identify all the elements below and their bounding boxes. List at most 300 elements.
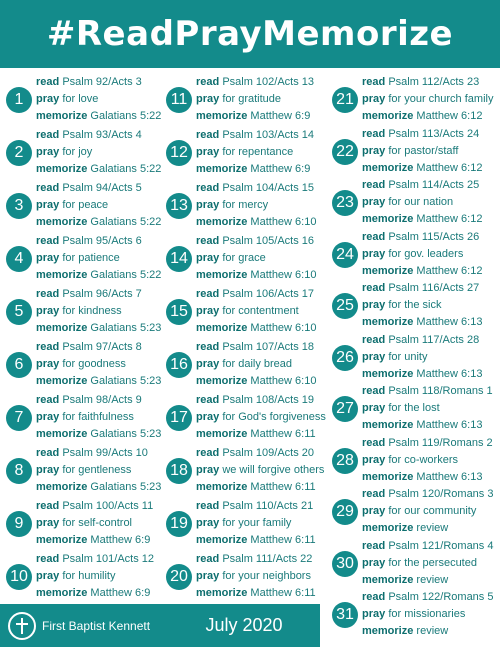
pray-label: pray <box>362 196 386 208</box>
day-details <box>196 498 316 549</box>
read-line <box>196 445 324 462</box>
read-label: read <box>36 447 60 459</box>
pray-line <box>362 194 482 211</box>
pray-value: for repentance <box>222 146 294 158</box>
memorize-value: Matthew 6:13 <box>416 470 483 483</box>
read-line <box>362 126 482 143</box>
pray-value: for gentleness <box>62 464 132 476</box>
memorize-value: Galatians 5:22 <box>90 163 162 175</box>
read-line <box>36 286 161 303</box>
read-value: Psalm 112/Acts 23 <box>388 76 480 88</box>
day-number-badge: 8 <box>6 458 32 484</box>
day-details <box>362 486 493 537</box>
memorize-value: Matthew 6:10 <box>250 269 317 281</box>
memorize-value: Matthew 6:10 <box>250 375 317 387</box>
read-label: read <box>362 539 386 552</box>
memorize-label: memorize <box>196 163 248 175</box>
pray-label: pray <box>196 464 220 476</box>
day-number-badge: 20 <box>166 564 192 590</box>
day-details <box>36 74 161 125</box>
memorize-label: memorize <box>36 587 88 599</box>
memorize-line <box>36 585 154 602</box>
pray-label: pray <box>196 517 220 529</box>
memorize-line <box>362 417 493 434</box>
read-line <box>36 74 161 91</box>
read-value: Psalm 102/Acts 13 <box>222 76 315 88</box>
day-details <box>362 280 482 331</box>
read-label: read <box>196 553 220 565</box>
pray-line <box>362 452 493 469</box>
memorize-value: Matthew 6:9 <box>250 110 311 122</box>
read-value: Psalm 95/Acts 6 <box>62 235 142 247</box>
read-line <box>362 383 493 400</box>
read-label: read <box>362 76 386 88</box>
read-label: read <box>362 179 386 191</box>
day-number-badge: 13 <box>166 193 192 219</box>
memorize-value: Galatians 5:23 <box>90 375 162 387</box>
read-line <box>196 392 326 409</box>
memorize-line <box>36 108 161 125</box>
read-line <box>362 538 493 555</box>
memorize-line <box>36 479 161 496</box>
day-details <box>196 286 316 337</box>
memorize-label: memorize <box>362 316 414 328</box>
page-header <box>0 0 500 68</box>
read-label: read <box>36 500 60 512</box>
pray-label: pray <box>362 93 386 105</box>
read-line <box>36 339 161 356</box>
pray-label: pray <box>36 358 60 370</box>
day-details <box>362 589 493 640</box>
pray-value: for joy <box>62 146 93 158</box>
read-label: read <box>36 394 60 406</box>
read-value: Psalm 97/Acts 8 <box>62 341 142 353</box>
read-label: read <box>196 341 220 353</box>
pray-label: pray <box>196 199 220 211</box>
pray-line <box>196 462 324 479</box>
read-line <box>36 127 161 144</box>
day-details <box>36 445 161 496</box>
pray-value: for grace <box>222 252 266 264</box>
pray-value: for daily bread <box>222 358 293 370</box>
day-details <box>362 229 482 280</box>
pray-value: we will forgive others <box>222 464 325 476</box>
memorize-label: memorize <box>196 110 248 122</box>
pray-line <box>196 356 316 373</box>
pray-line <box>362 246 482 263</box>
day-number-badge: 6 <box>6 352 32 378</box>
day-number-badge: 22 <box>332 139 358 165</box>
day-number-badge: 21 <box>332 87 358 113</box>
read-value: Psalm 104/Acts 15 <box>222 182 315 194</box>
memorize-value: review <box>416 522 449 534</box>
memorize-label: memorize <box>36 534 88 546</box>
read-value: Psalm 111/Acts 22 <box>222 553 313 565</box>
pray-line <box>36 462 161 479</box>
memorize-value: Matthew 6:12 <box>416 161 483 174</box>
memorize-label: memorize <box>196 322 248 334</box>
pray-line <box>362 349 482 366</box>
pray-line <box>196 303 316 320</box>
read-line <box>196 127 314 144</box>
pray-line <box>36 409 161 426</box>
read-value: Psalm 113/Acts 24 <box>388 127 480 140</box>
pray-label: pray <box>362 144 386 157</box>
read-line <box>362 74 493 91</box>
memorize-value: Matthew 6:9 <box>250 163 311 175</box>
memorize-line <box>196 373 316 390</box>
read-label: read <box>196 129 220 141</box>
read-value: Psalm 96/Acts 7 <box>62 288 142 300</box>
pray-line <box>362 297 482 314</box>
pray-value: for peace <box>62 199 109 211</box>
memorize-line <box>362 520 493 537</box>
pray-value: for co-workers <box>388 453 458 466</box>
pray-value: for God's forgiveness <box>222 411 326 423</box>
memorize-label: memorize <box>196 375 248 387</box>
pray-label: pray <box>362 402 386 414</box>
memorize-label: memorize <box>362 419 414 431</box>
read-value: Psalm 115/Acts 26 <box>388 230 480 243</box>
read-label: read <box>196 288 220 300</box>
pray-value: for contentment <box>222 305 299 317</box>
read-label: read <box>36 76 60 88</box>
day-number-badge: 15 <box>166 299 192 325</box>
day-details <box>36 339 161 390</box>
read-label: read <box>36 553 60 565</box>
memorize-label: memorize <box>362 470 414 483</box>
memorize-label: memorize <box>362 213 414 225</box>
memorize-value: Matthew 6:13 <box>416 316 483 328</box>
day-number-badge: 29 <box>332 499 358 525</box>
read-value: Psalm 121/Romans 4 <box>388 539 494 552</box>
pray-label: pray <box>196 305 220 317</box>
church-name: First Baptist Kennett <box>42 618 151 633</box>
pray-line <box>362 91 493 108</box>
memorize-line <box>362 314 482 331</box>
memorize-line <box>196 161 314 178</box>
memorize-value: Matthew 6:11 <box>250 534 316 546</box>
memorize-value: Galatians 5:22 <box>90 269 162 281</box>
day-details <box>36 233 161 284</box>
memorize-label: memorize <box>36 110 88 122</box>
day-details <box>196 445 324 496</box>
read-label: read <box>36 288 60 300</box>
pray-line <box>36 515 153 532</box>
day-details <box>362 177 482 228</box>
pray-line <box>36 303 161 320</box>
memorize-value: Matthew 6:11 <box>250 428 316 440</box>
day-number-badge: 12 <box>166 140 192 166</box>
read-value: Psalm 114/Acts 25 <box>388 179 480 191</box>
pray-value: for goodness <box>62 358 126 370</box>
pray-label: pray <box>196 411 220 423</box>
day-details <box>36 180 161 231</box>
memorize-line <box>36 426 161 443</box>
day-details <box>362 332 482 383</box>
pray-label: pray <box>362 556 386 569</box>
memorize-line <box>196 426 326 443</box>
read-label: read <box>196 76 220 88</box>
day-details <box>36 498 153 549</box>
memorize-label: memorize <box>196 428 248 440</box>
read-label: read <box>362 333 386 346</box>
pray-label: pray <box>36 305 60 317</box>
memorize-value: Galatians 5:23 <box>90 322 162 334</box>
day-details <box>196 127 314 178</box>
memorize-label: memorize <box>362 367 414 380</box>
read-value: Psalm 118/Romans 1 <box>388 385 493 397</box>
read-line <box>362 177 482 194</box>
pray-line <box>36 197 161 214</box>
memorize-label: memorize <box>362 264 414 277</box>
pray-label: pray <box>36 199 60 211</box>
read-line <box>36 445 161 462</box>
memorize-label: memorize <box>196 587 248 599</box>
read-value: Psalm 103/Acts 14 <box>222 129 315 141</box>
pray-value: for kindness <box>62 305 122 317</box>
pray-label: pray <box>36 411 60 423</box>
memorize-line <box>362 211 482 228</box>
memorize-line <box>36 532 153 549</box>
day-number-badge: 16 <box>166 352 192 378</box>
pray-line <box>196 91 314 108</box>
read-line <box>362 280 482 297</box>
memorize-line <box>196 214 316 231</box>
read-line <box>36 498 153 515</box>
read-line <box>196 339 316 356</box>
pray-label: pray <box>196 252 220 264</box>
memorize-value: Galatians 5:23 <box>90 481 162 493</box>
read-value: Psalm 93/Acts 4 <box>62 129 142 141</box>
day-details <box>362 383 493 434</box>
read-value: Psalm 110/Acts 21 <box>222 500 314 512</box>
pray-value: for mercy <box>222 199 269 211</box>
day-details <box>36 392 161 443</box>
pray-label: pray <box>36 464 60 476</box>
read-value: Psalm 107/Acts 18 <box>222 341 315 353</box>
memorize-label: memorize <box>196 534 248 546</box>
memorize-label: memorize <box>36 216 88 228</box>
day-details <box>36 551 154 602</box>
read-label: read <box>362 591 386 603</box>
pray-label: pray <box>362 247 386 260</box>
day-details <box>196 74 314 125</box>
pray-label: pray <box>196 358 220 370</box>
read-value: Psalm 98/Acts 9 <box>62 394 142 406</box>
memorize-label: memorize <box>196 216 248 228</box>
pray-value: for our nation <box>388 196 454 208</box>
memorize-line <box>196 320 316 337</box>
day-number-badge: 5 <box>6 299 32 325</box>
pray-value: for love <box>62 93 99 105</box>
page-title: #ReadPrayMemorize <box>46 14 454 54</box>
pray-line <box>196 144 314 161</box>
pray-value: for gov. leaders <box>388 247 464 260</box>
memorize-value: Matthew 6:12 <box>416 264 483 277</box>
memorize-value: review <box>416 625 449 637</box>
memorize-label: memorize <box>362 625 414 637</box>
cross-icon <box>8 612 36 640</box>
memorize-line <box>36 267 161 284</box>
pray-label: pray <box>196 146 220 158</box>
memorize-value: Matthew 6:13 <box>416 367 483 380</box>
read-label: read <box>362 436 386 449</box>
read-label: read <box>36 341 60 353</box>
day-number-badge: 14 <box>166 246 192 272</box>
pray-label: pray <box>362 453 386 466</box>
day-number-badge: 17 <box>166 405 192 431</box>
pray-line <box>362 606 493 623</box>
day-number-badge: 7 <box>6 405 32 431</box>
read-label: read <box>362 488 386 500</box>
day-number-badge: 31 <box>332 602 358 628</box>
memorize-label: memorize <box>36 375 88 387</box>
pray-label: pray <box>362 350 386 363</box>
day-number-badge: 11 <box>166 87 192 113</box>
pray-value: for the persecuted <box>388 556 477 569</box>
pray-value: for our community <box>388 505 477 517</box>
pray-label: pray <box>36 570 60 582</box>
pray-line <box>36 568 154 585</box>
pray-label: pray <box>362 608 386 620</box>
pray-value: for unity <box>388 350 428 363</box>
pray-label: pray <box>36 252 60 264</box>
day-number-badge: 4 <box>6 246 32 272</box>
day-number-badge: 23 <box>332 190 358 216</box>
read-value: Psalm 122/Romans 5 <box>388 591 494 603</box>
pray-value: for your neighbors <box>222 570 311 582</box>
memorize-label: memorize <box>362 522 414 534</box>
read-value: Psalm 120/Romans 3 <box>388 488 494 500</box>
reading-plan-grid <box>0 68 500 647</box>
pray-line <box>362 503 493 520</box>
read-value: Psalm 109/Acts 20 <box>222 447 315 459</box>
day-number-badge: 24 <box>332 242 358 268</box>
day-number-badge: 26 <box>332 345 358 371</box>
read-label: read <box>36 129 60 141</box>
memorize-line <box>36 320 161 337</box>
read-label: read <box>362 230 386 243</box>
pray-label: pray <box>196 93 220 105</box>
memorize-value: Galatians 5:22 <box>90 216 162 228</box>
day-number-badge: 30 <box>332 551 358 577</box>
memorize-value: Matthew 6:12 <box>416 110 483 122</box>
read-line <box>362 332 482 349</box>
memorize-value: Galatians 5:22 <box>90 110 162 122</box>
memorize-value: Galatians 5:23 <box>90 428 162 440</box>
memorize-label: memorize <box>36 163 88 175</box>
read-label: read <box>196 182 220 194</box>
read-line <box>196 233 316 250</box>
day-details <box>36 286 161 337</box>
day-details <box>362 538 493 589</box>
day-number-badge: 18 <box>166 458 192 484</box>
pray-value: for the sick <box>388 299 442 311</box>
day-details <box>362 74 493 125</box>
read-line <box>362 486 493 503</box>
day-details <box>362 126 482 177</box>
church-logo-bar <box>0 604 168 647</box>
read-label: read <box>196 447 220 459</box>
read-label: read <box>362 282 386 294</box>
read-line <box>36 233 161 250</box>
read-line <box>196 498 316 515</box>
day-details <box>196 233 316 284</box>
memorize-line <box>362 160 482 177</box>
pray-line <box>362 143 482 160</box>
pray-line <box>196 250 316 267</box>
pray-value: for faithfulness <box>62 411 134 423</box>
read-label: read <box>196 235 220 247</box>
day-details <box>36 127 161 178</box>
read-value: Psalm 92/Acts 3 <box>62 76 142 88</box>
pray-line <box>196 568 316 585</box>
pray-label: pray <box>362 299 386 311</box>
memorize-label: memorize <box>196 269 248 281</box>
memorize-value: Matthew 6:9 <box>90 587 151 599</box>
pray-value: for patience <box>62 252 120 264</box>
pray-line <box>362 400 493 417</box>
pray-line <box>196 515 316 532</box>
memorize-label: memorize <box>36 322 88 334</box>
pray-value: for humility <box>62 570 116 582</box>
memorize-value: Matthew 6:10 <box>250 216 317 228</box>
memorize-label: memorize <box>36 428 88 440</box>
day-number-badge: 28 <box>332 448 358 474</box>
pray-value: for your church family <box>388 93 494 105</box>
memorize-value: review <box>416 573 449 586</box>
read-line <box>196 74 314 91</box>
day-details <box>362 435 493 486</box>
day-number-badge: 10 <box>6 564 32 590</box>
read-label: read <box>362 385 386 397</box>
pray-line <box>36 144 161 161</box>
memorize-line <box>36 373 161 390</box>
read-value: Psalm 94/Acts 5 <box>62 182 142 194</box>
day-details <box>196 339 316 390</box>
pray-label: pray <box>196 570 220 582</box>
day-number-badge: 3 <box>6 193 32 219</box>
day-details <box>196 392 326 443</box>
memorize-line <box>196 479 324 496</box>
memorize-line <box>196 108 314 125</box>
read-line <box>196 286 316 303</box>
pray-value: for self-control <box>62 517 133 529</box>
memorize-line <box>196 267 316 284</box>
month-label: July 2020 <box>168 604 320 647</box>
read-value: Psalm 105/Acts 16 <box>222 235 315 247</box>
read-value: Psalm 100/Acts 11 <box>62 500 154 512</box>
memorize-line <box>362 108 493 125</box>
pray-label: pray <box>36 517 60 529</box>
read-value: Psalm 106/Acts 17 <box>222 288 315 300</box>
read-line <box>36 180 161 197</box>
pray-value: for your family <box>222 517 292 529</box>
read-line <box>36 551 154 568</box>
read-value: Psalm 99/Acts 10 <box>62 447 148 459</box>
day-details <box>196 180 316 231</box>
pray-line <box>362 555 493 572</box>
pray-value: for pastor/staff <box>388 144 459 157</box>
read-line <box>362 435 493 452</box>
read-value: Psalm 116/Acts 27 <box>388 282 480 294</box>
day-details <box>196 551 316 602</box>
day-number-badge: 1 <box>6 87 32 113</box>
day-number-badge: 27 <box>332 396 358 422</box>
memorize-line <box>36 214 161 231</box>
pray-label: pray <box>362 505 386 517</box>
